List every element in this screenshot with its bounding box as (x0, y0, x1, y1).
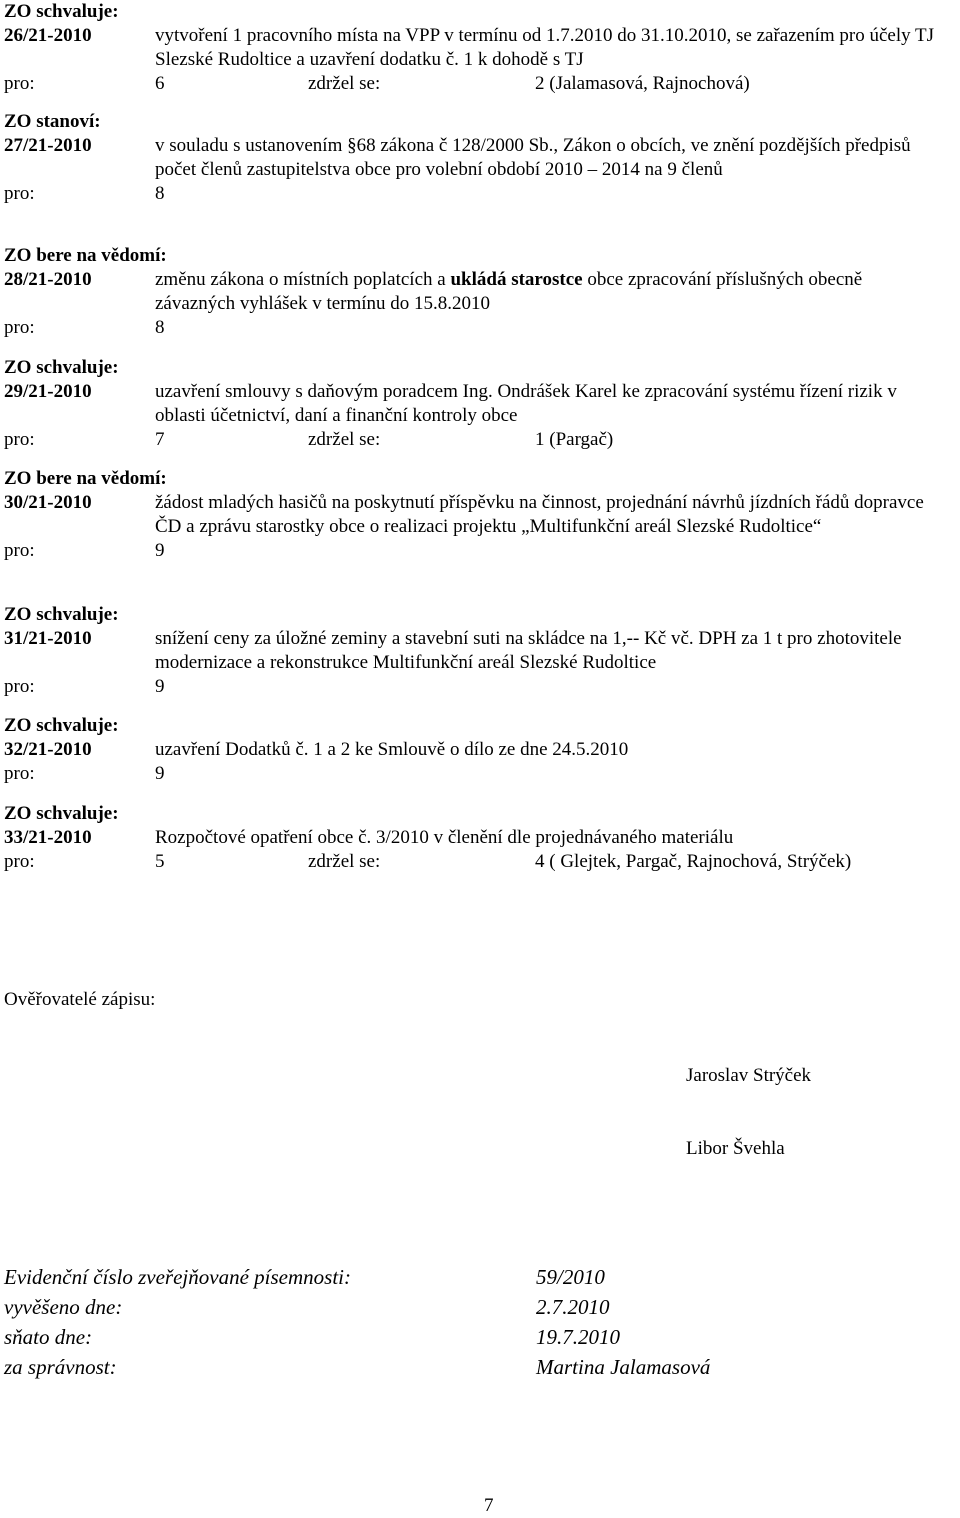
pro-count: 9 (155, 540, 165, 561)
pro-count: 8 (155, 317, 165, 338)
certified-by-label: za správnost: (4, 1355, 117, 1379)
resolution-number: 28/21-2010 (4, 269, 92, 290)
vote-line (4, 316, 944, 340)
resolution-heading: ZO bere na vědomí: (4, 468, 167, 489)
resolution-heading: ZO schvaluje: (4, 357, 119, 378)
pro-count: 9 (155, 763, 165, 784)
certified-by-value: Martina Jalamasová (536, 1355, 711, 1379)
pro-label: pro: (4, 429, 35, 450)
pro-label: pro: (4, 317, 35, 338)
removed-date-value: 19.7.2010 (536, 1325, 620, 1349)
resolution-heading: ZO schvaluje: (4, 1, 119, 22)
evidence-number-label: Evidenční číslo zveřejňované písemnosti: (4, 1265, 351, 1289)
vote-line (4, 428, 944, 452)
pro-count: 5 (155, 851, 165, 872)
abstain-value: 2 (Jalamasová, Rajnochová) (535, 73, 750, 94)
resolution-text: změnu zákona o místních poplatcích a ukládá starostce obce zpracování příslušných obecně závazných vyhlášek v termínu do 15.8.2010 (155, 269, 863, 314)
resolution-number: 31/21-2010 (4, 628, 92, 649)
resolution-text-bold: ukládá starostce (450, 269, 583, 290)
verifier-name: Libor Švehla (686, 1138, 785, 1159)
pro-label: pro: (4, 676, 35, 697)
pro-label: pro: (4, 183, 35, 204)
evidence-number-value: 59/2010 (536, 1265, 605, 1289)
resolution-text: uzavření Dodatků č. 1 a 2 ke Smlouvě o dílo ze dne 24.5.2010 (155, 739, 629, 760)
resolution-number: 29/21-2010 (4, 381, 92, 402)
resolution-heading: ZO schvaluje: (4, 803, 119, 824)
pro-count: 9 (155, 676, 165, 697)
resolution-text: Rozpočtové opatření obce č. 3/2010 v členění dle projednávaného materiálu (155, 827, 734, 848)
resolution-30 (4, 467, 944, 563)
vote-line (4, 539, 944, 563)
abstain-value: 4 ( Glejtek, Pargač, Rajnochová, Strýček) (535, 851, 852, 872)
publication-footer (4, 1262, 710, 1382)
resolution-number: 33/21-2010 (4, 827, 92, 848)
resolution-27 (4, 110, 944, 206)
pro-label: pro: (4, 763, 35, 784)
pro-label: pro: (4, 540, 35, 561)
vote-line (4, 762, 944, 786)
pro-label: pro: (4, 73, 35, 94)
resolution-text: vytvoření 1 pracovního místa na VPP v termínu od 1.7.2010 do 31.10.2010, se zařazením pro účely TJ Slezské Rudoltice a uzavření dodatku č. 1 k dohodě s TJ (155, 25, 935, 70)
removed-date-label: sňato dne: (4, 1325, 93, 1349)
pro-label: pro: (4, 851, 35, 872)
resolution-text: v souladu s ustanovením §68 zákona č 128/2000 Sb., Zákon o obcích, ve znění pozdějších předpisů počet členů zastupitelstva obce pro volební období 2010 – 2014 na 9 členů (155, 135, 911, 180)
resolution-number: 26/21-2010 (4, 25, 92, 46)
abstain-label: zdržel se: (308, 851, 381, 872)
resolution-heading: ZO stanoví: (4, 111, 101, 132)
resolution-31 (4, 603, 944, 699)
pro-count: 6 (155, 73, 165, 94)
resolution-28 (4, 244, 944, 340)
verifier-name: Jaroslav Strýček (686, 1065, 812, 1086)
resolution-text: snížení ceny za úložné zeminy a stavební suti na skládce na 1,-- Kč vč. DPH za 1 t pro zhotovitele modernizace a rekonstrukce Multifunkční areál Slezské Rudoltice (155, 628, 902, 673)
resolution-heading: ZO schvaluje: (4, 715, 119, 736)
resolution-heading: ZO bere na vědomí: (4, 245, 167, 266)
page-number: 7 (484, 1495, 494, 1516)
resolution-number: 30/21-2010 (4, 492, 92, 513)
pro-count: 8 (155, 183, 165, 204)
resolution-29 (4, 356, 944, 452)
resolution-number: 32/21-2010 (4, 739, 92, 760)
pro-count: 7 (155, 429, 165, 450)
resolution-33 (4, 802, 944, 874)
resolution-32 (4, 714, 944, 786)
vote-line (4, 182, 944, 206)
vote-line (4, 850, 944, 874)
posted-date-label: vyvěšeno dne: (4, 1295, 123, 1319)
resolution-26 (4, 0, 944, 96)
abstain-value: 1 (Pargač) (535, 429, 614, 450)
resolution-heading: ZO schvaluje: (4, 604, 119, 625)
abstain-label: zdržel se: (308, 73, 381, 94)
resolution-text: uzavření smlouvy s daňovým poradcem Ing. Ondrášek Karel ke zpracování systému řízení rizik v oblasti účetnictví, daní a finanční kontroly obce (155, 381, 897, 426)
verifiers-label: Ověřovatelé zápisu: (4, 989, 156, 1010)
posted-date-value: 2.7.2010 (536, 1295, 610, 1319)
resolution-text: žádost mladých hasičů na poskytnutí příspěvku na činnost, projednání návrhů jízdních řádů dopravce ČD a zprávu starostky obce o realizaci projektu „Multifunkční areál Slezské Rudoltice“ (155, 492, 924, 537)
vote-line (4, 72, 944, 96)
vote-line (4, 675, 944, 699)
resolution-number: 27/21-2010 (4, 135, 92, 156)
abstain-label: zdržel se: (308, 429, 381, 450)
